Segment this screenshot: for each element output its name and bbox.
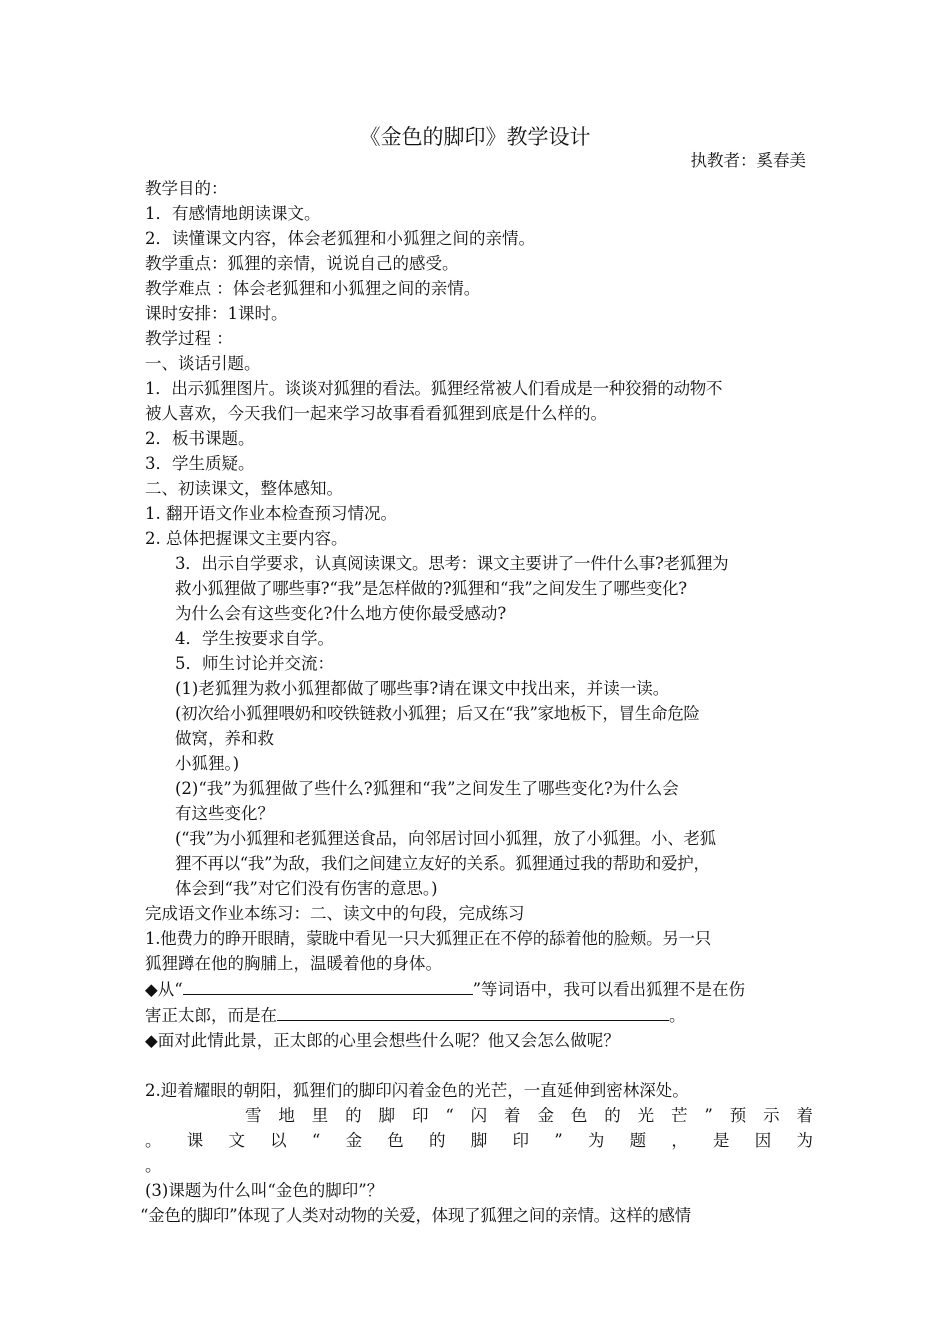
document-title: 《金色的脚印》教学设计 xyxy=(359,125,591,149)
answer-1-line-1: (初次给小狐狸喂奶和咬铁链救小狐狸；后又在“我”家地板下，冒生命危险 xyxy=(175,704,700,723)
section-1-heading: 一、谈话引题。 xyxy=(145,354,261,373)
fill-blank-1-suffix: ”等词语中，我可以看出狐狸不是在伤 xyxy=(472,980,746,999)
author-line: 执教者：奚春美 xyxy=(690,151,806,170)
exercise-2-fill-1: 雪地里的脚印“闪着金色的光芒”预示着 xyxy=(245,1106,813,1125)
goal-1: 1．有感情地朗读课文。 xyxy=(145,204,321,223)
question-3: (3)课题为什么叫“金色的脚印”？ xyxy=(145,1181,384,1200)
fill-blank-1 xyxy=(145,976,813,1002)
answer-1-line-3: 小狐狸。) xyxy=(175,754,240,773)
section-2-item-3-line-2: 救小狐狸做了哪些事?“我”是怎样做的?狐狸和“我”之间发生了哪些变化? xyxy=(175,579,687,598)
answer-2-line-2: 狸不再以“我”为敌，我们之间建立友好的关系。狐狸通过我的帮助和爱护， xyxy=(175,854,710,873)
section-2-item-3-line-3: 为什么会有这些变化?什么地方使你最受感动? xyxy=(175,604,507,623)
section-1-item-3: 3．学生质疑。 xyxy=(145,454,255,473)
section-1-item-1-line-1: 1．出示狐狸图片。谈谈对狐狸的看法。狐狸经常被人们看成是一种狡猾的动物不 xyxy=(145,379,723,398)
section-2-item-5: 5．师生讨论并交流： xyxy=(175,654,334,673)
question-2-line-1: (2)“我”为狐狸做了些什么?狐狸和“我”之间发生了哪些变化?为什么会 xyxy=(175,779,679,798)
question-2-line-2: 有这些变化？ xyxy=(175,804,274,823)
teaching-difficulty: 教学难点 ：体会老狐狸和小狐狸之间的亲情。 xyxy=(145,279,481,298)
section-2-item-4: 4．学生按要求自学。 xyxy=(175,629,334,648)
section-2-item-1: 1. 翻开语文作业本检查预习情况。 xyxy=(145,504,397,523)
goals-heading: 教学目的： xyxy=(145,179,228,198)
fill-blank-2-prefix: 害正太郎，而是在 xyxy=(145,1006,277,1025)
answer-2-line-3: 体会到“我”对它们没有伤害的意思。) xyxy=(175,879,438,898)
fill-blank-2-suffix: 。 xyxy=(669,1006,686,1025)
fill-blank-2 xyxy=(145,1002,813,1028)
exercise-1-line-1: 1.他费力的睁开眼睛，蒙眬中看见一只大狐狸正在不停的舔着他的脸颊。另一只 xyxy=(145,929,711,948)
fill-blank-2-underline[interactable] xyxy=(277,1002,669,1021)
fill-blank-1-prefix: ◆从“ xyxy=(145,980,183,999)
section-1-item-2: 2．板书课题。 xyxy=(145,429,255,448)
answer-1-line-2: 做窝，养和救 xyxy=(175,729,274,748)
question-1: (1)老狐狸为救小狐狸都做了哪些事?请在课文中找出来，并读一读。 xyxy=(175,679,670,698)
goal-2: 2．读懂课文内容，体会老狐狸和小狐狸之间的亲情。 xyxy=(145,229,535,248)
answer-2-line-1: (“我”为小狐狸和老狐狸送食品，向邻居讨回小狐狸，放了小狐狸。小、老狐 xyxy=(175,829,716,848)
exercise-2-fill-2: 。课文以“金色的脚印”为题，是因为 xyxy=(145,1131,813,1150)
section-2-heading: 二、初读课文，整体感知。 xyxy=(145,479,343,498)
fill-blank-1-underline[interactable] xyxy=(183,976,473,995)
class-schedule: 课时安排：1课时。 xyxy=(145,304,288,323)
document-body xyxy=(140,176,813,1228)
think-question: ◆面对此情此景，正太郎的心里会想些什么呢？他又会怎么做呢？ xyxy=(145,1031,620,1050)
blank-gap xyxy=(145,1053,813,1078)
answer-3: “金色的脚印”体现了人类对动物的关爱，体现了狐狸之间的亲情。这样的感情 xyxy=(140,1206,691,1225)
section-1-item-1-line-2: 被人喜欢，今天我们一起来学习故事看看狐狸到底是什么样的。 xyxy=(145,404,607,423)
exercise-1-line-2: 狐狸蹲在他的胸脯上，温暖着他的身体。 xyxy=(145,954,442,973)
teaching-key: 教学重点：狐狸的亲情，说说自己的感受。 xyxy=(145,254,459,273)
homework-line: 完成语文作业本练习：二、读文中的句段，完成练习 xyxy=(145,904,525,923)
exercise-2-fill-3: 。 xyxy=(145,1156,162,1175)
exercise-2: 2.迎着耀眼的朝阳，狐狸们的脚印闪着金色的光芒，一直延伸到密林深处。 xyxy=(145,1081,689,1100)
process-heading: 教学过程 ： xyxy=(145,329,233,348)
section-2-item-2: 2. 总体把握课文主要内容。 xyxy=(145,529,348,548)
section-2-item-3-line-1: 3．出示自学要求，认真阅读课文。思考：课文主要讲了一件什么事?老狐狸为 xyxy=(175,554,729,573)
